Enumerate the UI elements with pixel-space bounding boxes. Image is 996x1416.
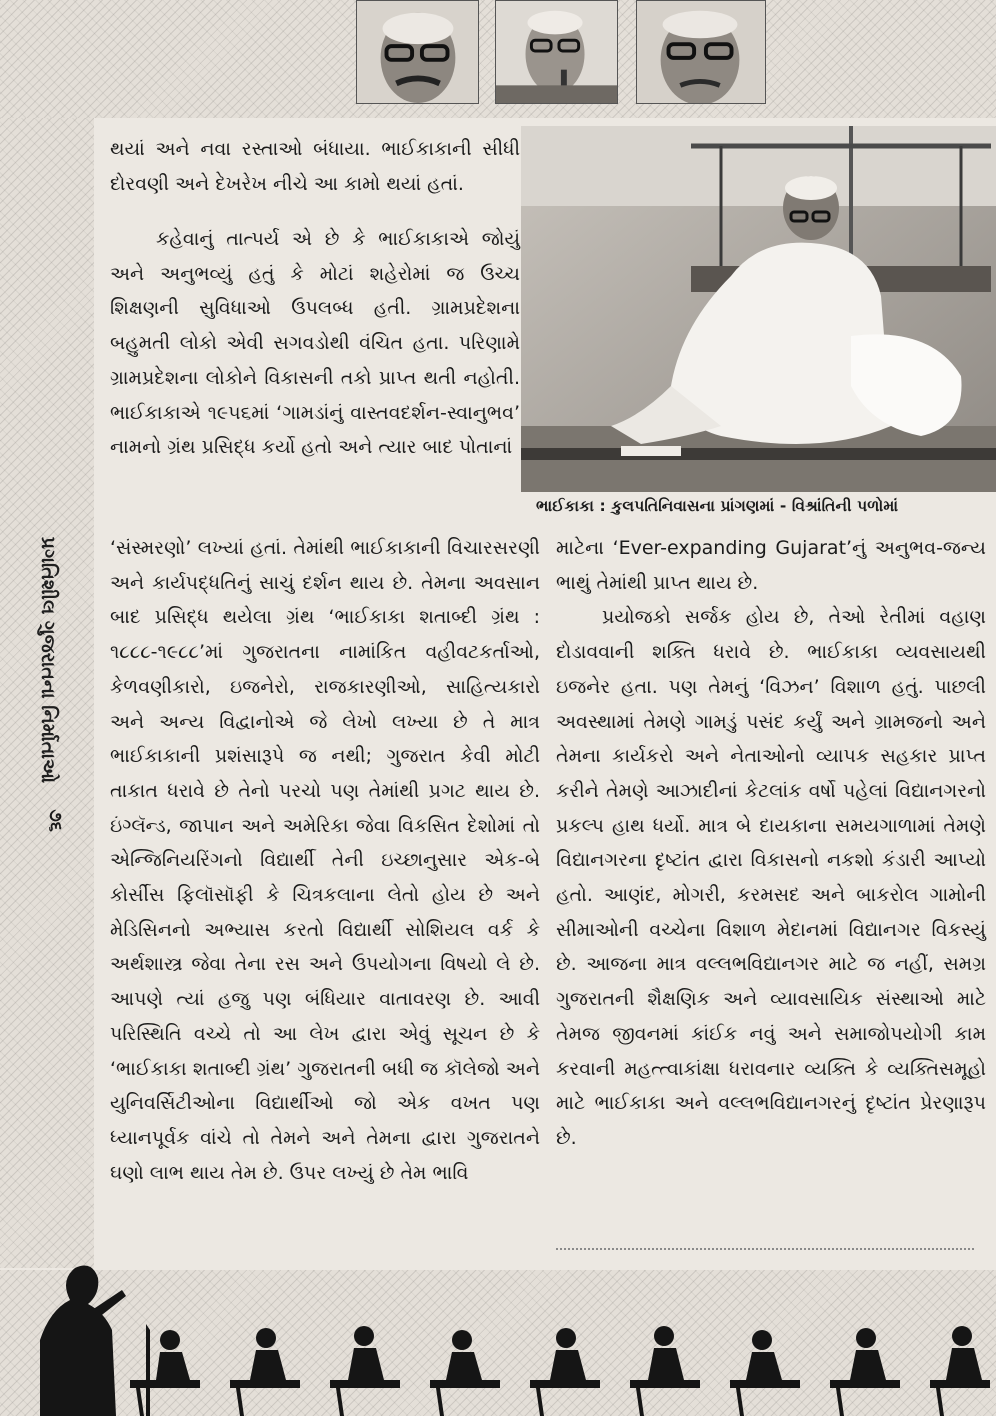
photo-caption: ભાઈકાકા : કુલપતિનિવાસના પ્રાંગણમાં - વિશ્રાંતિની પળોમાં bbox=[536, 497, 899, 515]
classroom-silhouette-illustration bbox=[0, 1220, 996, 1416]
paragraph-right-1: માટેના ‘Ever-expanding Gujarat’નું અનુભવ-જન્ય ભાથું તેમાંથી પ્રાપ્ત થાય છે. bbox=[556, 537, 986, 594]
text-column-top bbox=[110, 132, 520, 201]
paragraph-right-2: પ્રયોજકો સર્જક હોય છે, તેઓ રેતીમાં વહાણ દોડાવવાની શક્તિ ધરાવે છે. ભાઈકાકા વ્યવસાયથી ઇજનેર હતા. પણ તેમનું ‘વિઝન’ વિશાળ હતું. પાછલી અવસ્થામાં તેમણે ગામડું પસંદ કર્યું અને ગ્રામજનો અને તેમના કાર્યકરો અને નેતાઓનો વ્યાપક સહકાર પ્રાપ્ત કરીને તેમણે આઝાદીનાં કેટલાંક વર્ષો પહેલાં વિદ્યાનગરનો પ્રકલ્પ હાથ ધર્યો. માત્ર બે દાયકાના સમયગાળામાં તેમણે વિદ્યાનગરના દૃષ્ટાંત દ્વારા વિકાસનો નકશો કંડારી આપ્યો હતો. આણંદ, મોગરી, કરમસદ અને બાકરોલ ગામોની સીમાઓની વચ્ચેના વિશાળ મેદાનમાં વિદ્યાનગર વિકસ્યું છે. આજના માત્ર વલ્લભવિદ્યાનગર માટે જ નહીં, સમગ્ર ગુજરાતની શૈક્ષણિક અને વ્યાવસાયિક સંસ્થાઓ માટે તેમજ જીવનમાં કાંઈક નવું અને સમાજોપયોગી કામ કરવાની મહત્ત્વાકાંક્ષા ધરાવનાર વ્યક્તિ કે વ્યક્તિસમૂહો માટે ભાઈકાકા અને વલ્લભવિદ્યાનગરનું દૃષ્ટાંત પ્રેરણારૂપ છે. bbox=[556, 606, 986, 1149]
text-column-left-upper bbox=[110, 222, 520, 465]
portrait-photo-1 bbox=[356, 0, 479, 104]
paragraph-left-2: ‘સંસ્મરણો’ લખ્યાં હતાં. તેમાંથી ભાઈકાકાની વિચારસરણી અને કાર્યપદ્ધતિનું સાચું દર્શન થાય છે. તેમના અવસાન બાદ પ્રસિદ્ધ થયેલા ગ્રંથ ‘ભાઈકાકા શતાબ્દી ગ્રંથ : ૧૮૮૮-૧૯૮૮’માં ગુજરાતના નામાંકિત વહીવટકર્તાઓ, કેળવણીકારો, ઇજનેરો, રાજકારણીઓ, સાહિત્યકારો અને અન્ય વિદ્વાનોએ જે લેખો લખ્યા છે તે માત્ર ભાઈકાકાની પ્રશંસારૂપે જ નથી; ગુજરાત કેવી મોટી તાકાત ધરાવે છે તેનો પરચો પણ તેમાંથી પ્રગટ થાય છે. ઇંગ્લૅન્ડ, જાપાન અને અમેરિકા જેવા વિકસિત દેશોમાં તો એન્જિનિયરિંગનો વિદ્યાર્થી તેની ઇચ્છાનુસાર એક-બે કોર્સીસ ફિલૉસૉફી કે ચિત્રકલાના લેતો હોય છે અને મેડિસિનનો અભ્યાસ કરતો વિદ્યાર્થી સોશિયલ વર્ક કે અર્થશાસ્ત્ર જેવા તેના રસ અને ઉપયોગના વિષયો લે છે. આપણે ત્યાં હજુ પણ બંધિયાર વાતાવરણ છે. આવી પરિસ્થિતિ વચ્ચે તો આ લેખ દ્વારા એવું સૂચન છે કે ‘ભાઈકાકા શતાબ્દી ગ્રંથ’ ગુજરાતની બધી જ કૉલેજો અને યુનિવર્સિટીઓના વિદ્યાર્થીઓ જો એક વખત પણ ધ્યાનપૂર્વક વાંચે તો તેમને અને તેમના દ્વારા ગુજરાતને ઘણો લાભ થાય તેમ છે. ઉપર લખ્યું છે તેમ ભાવિ bbox=[110, 537, 540, 1184]
main-photo bbox=[521, 126, 996, 492]
paragraph-left-1: કહેવાનું તાત્પર્ય એ છે કે ભાઈકાકાએ જોયું અને અનુભવ્યું હતું કે મોટાં શહેરોમાં જ ઉચ્ચ શિક્ષણની સુવિધાઓ ઉપલબ્ધ હતી. ગ્રામપ્રદેશના બહુમતી લોકો એવી સગવડોથી વંચિત હતા. પરિણામે ગ્રામપ્રદેશના લોકોને વિકાસની તકો પ્રાપ્ત થતી નહોતી. ભાઈકાકાએ ૧૯૫૬માં ‘ગામડાંનું વાસ્તવદર્શન-સ્વાનુભવ’ નામનો ગ્રંથ પ્રસિદ્ધ કર્યો હતો અને ત્યાર બાદ પોતાનાં bbox=[110, 228, 520, 459]
text-column-right bbox=[556, 531, 986, 1156]
running-title bbox=[28, 536, 68, 784]
paragraph-continued: થયાં અને નવા રસ્તાઓ બંધાયા. ભાઈકાકાની સીધી દોરવણી અને દેખરેખ નીચે આ કામો થયાં હતાં. bbox=[110, 138, 520, 195]
portrait-photo-2 bbox=[495, 0, 618, 104]
portrait-photo-3 bbox=[636, 0, 766, 104]
page-number: ૭૬ bbox=[44, 809, 66, 832]
text-column-left-lower bbox=[110, 531, 540, 1190]
running-title-text: પ્રગતિશીલ ગુજરાતના નિર્માતાઓ bbox=[37, 536, 59, 784]
